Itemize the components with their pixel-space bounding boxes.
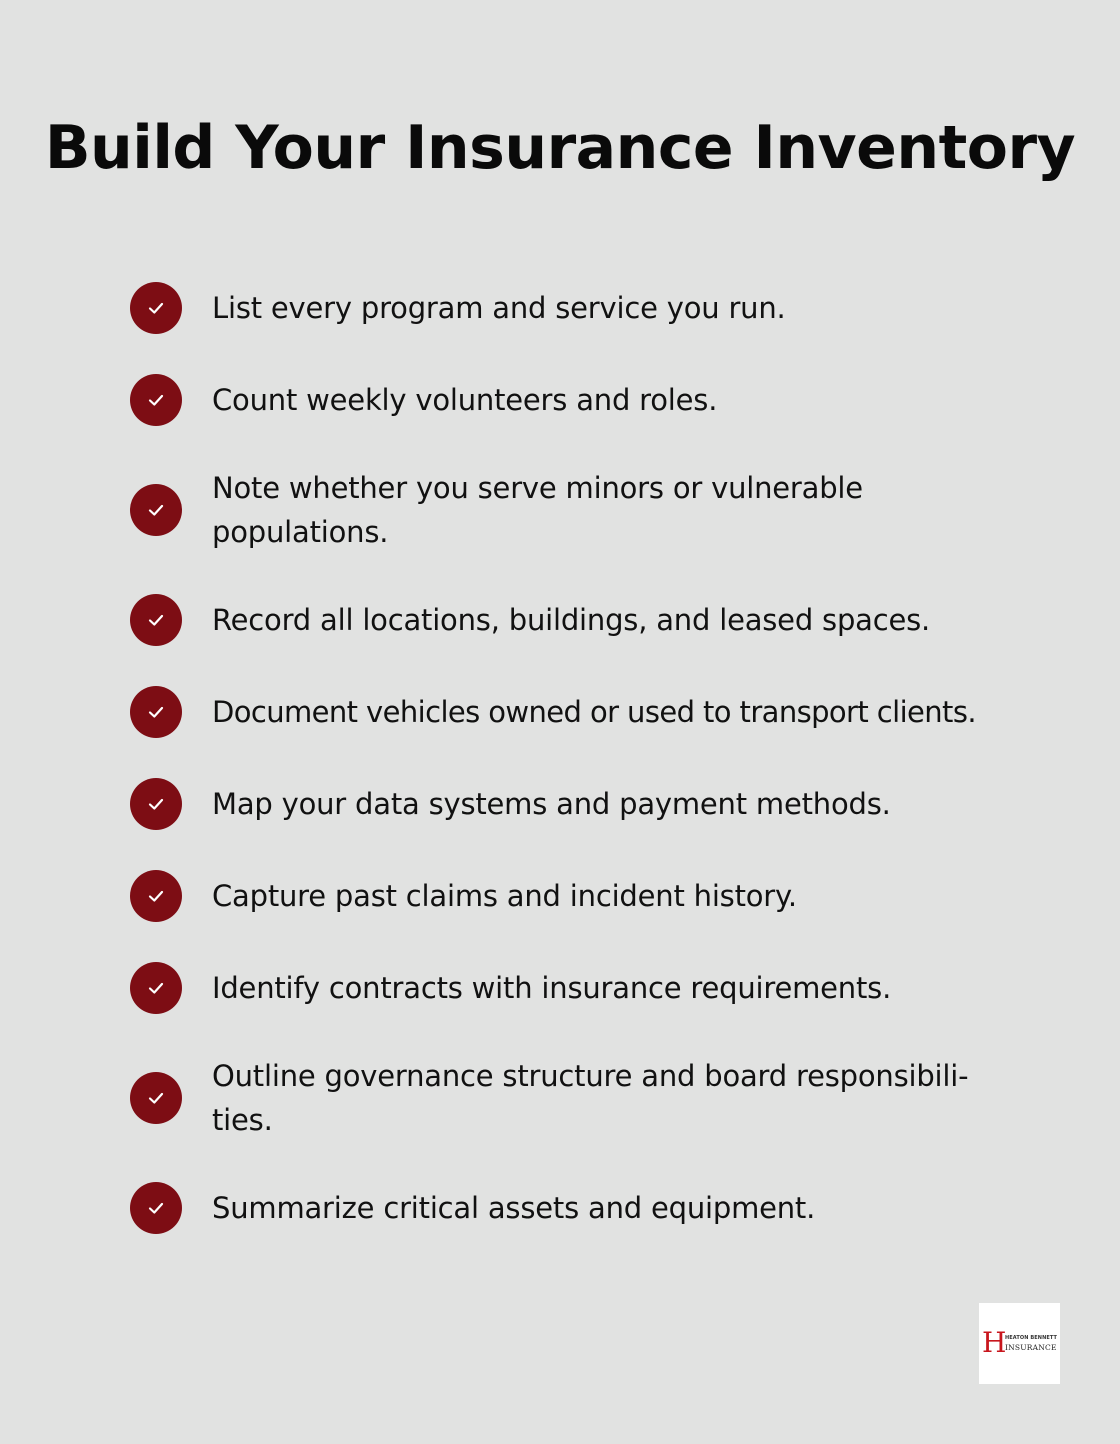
checkmark-icon (130, 594, 182, 646)
logo-mark: H (982, 1326, 1007, 1359)
list-item-text: Map your data systems and payment methods. (212, 787, 891, 821)
list-item (130, 1182, 1050, 1234)
list-item (130, 374, 1050, 426)
list-item-text: Outline governance structure and board responsibili-ties. (212, 1059, 969, 1137)
checkmark-icon (130, 282, 182, 334)
checkmark-icon (130, 686, 182, 738)
list-item-text: Document vehicles owned or used to transport clients. (212, 695, 976, 729)
checkmark-icon (130, 870, 182, 922)
logo-company-type: INSURANCE (1005, 1343, 1057, 1352)
checkmark-icon (130, 1072, 182, 1124)
list-item-text: Capture past claims and incident history. (212, 879, 797, 913)
list-item-text: Record all locations, buildings, and leased spaces. (212, 603, 931, 637)
checkmark-icon (130, 778, 182, 830)
checkmark-icon (130, 962, 182, 1014)
list-item (130, 962, 1050, 1014)
list-item (130, 778, 1050, 830)
list-item (130, 466, 1050, 554)
list-item (130, 870, 1050, 922)
list-item (130, 1054, 1050, 1142)
list-item (130, 686, 1050, 738)
list-item-text: Summarize critical assets and equipment. (212, 1191, 816, 1225)
checkmark-icon (130, 484, 182, 536)
page-title: Build Your Insurance Inventory (44, 113, 1076, 183)
list-item-text: Count weekly volunteers and roles. (212, 383, 718, 417)
checkmark-icon (130, 374, 182, 426)
list-item-text: Note whether you serve minors or vulnerable populations. (212, 471, 863, 549)
list-item (130, 282, 1050, 334)
company-logo (979, 1303, 1060, 1384)
list-item (130, 594, 1050, 646)
list-item-text: Identify contracts with insurance requirements. (212, 971, 892, 1005)
logo-company-name: HEATON BENNETT (1005, 1335, 1058, 1341)
list-item-text: List every program and service you run. (212, 291, 786, 325)
checkmark-icon (130, 1182, 182, 1234)
